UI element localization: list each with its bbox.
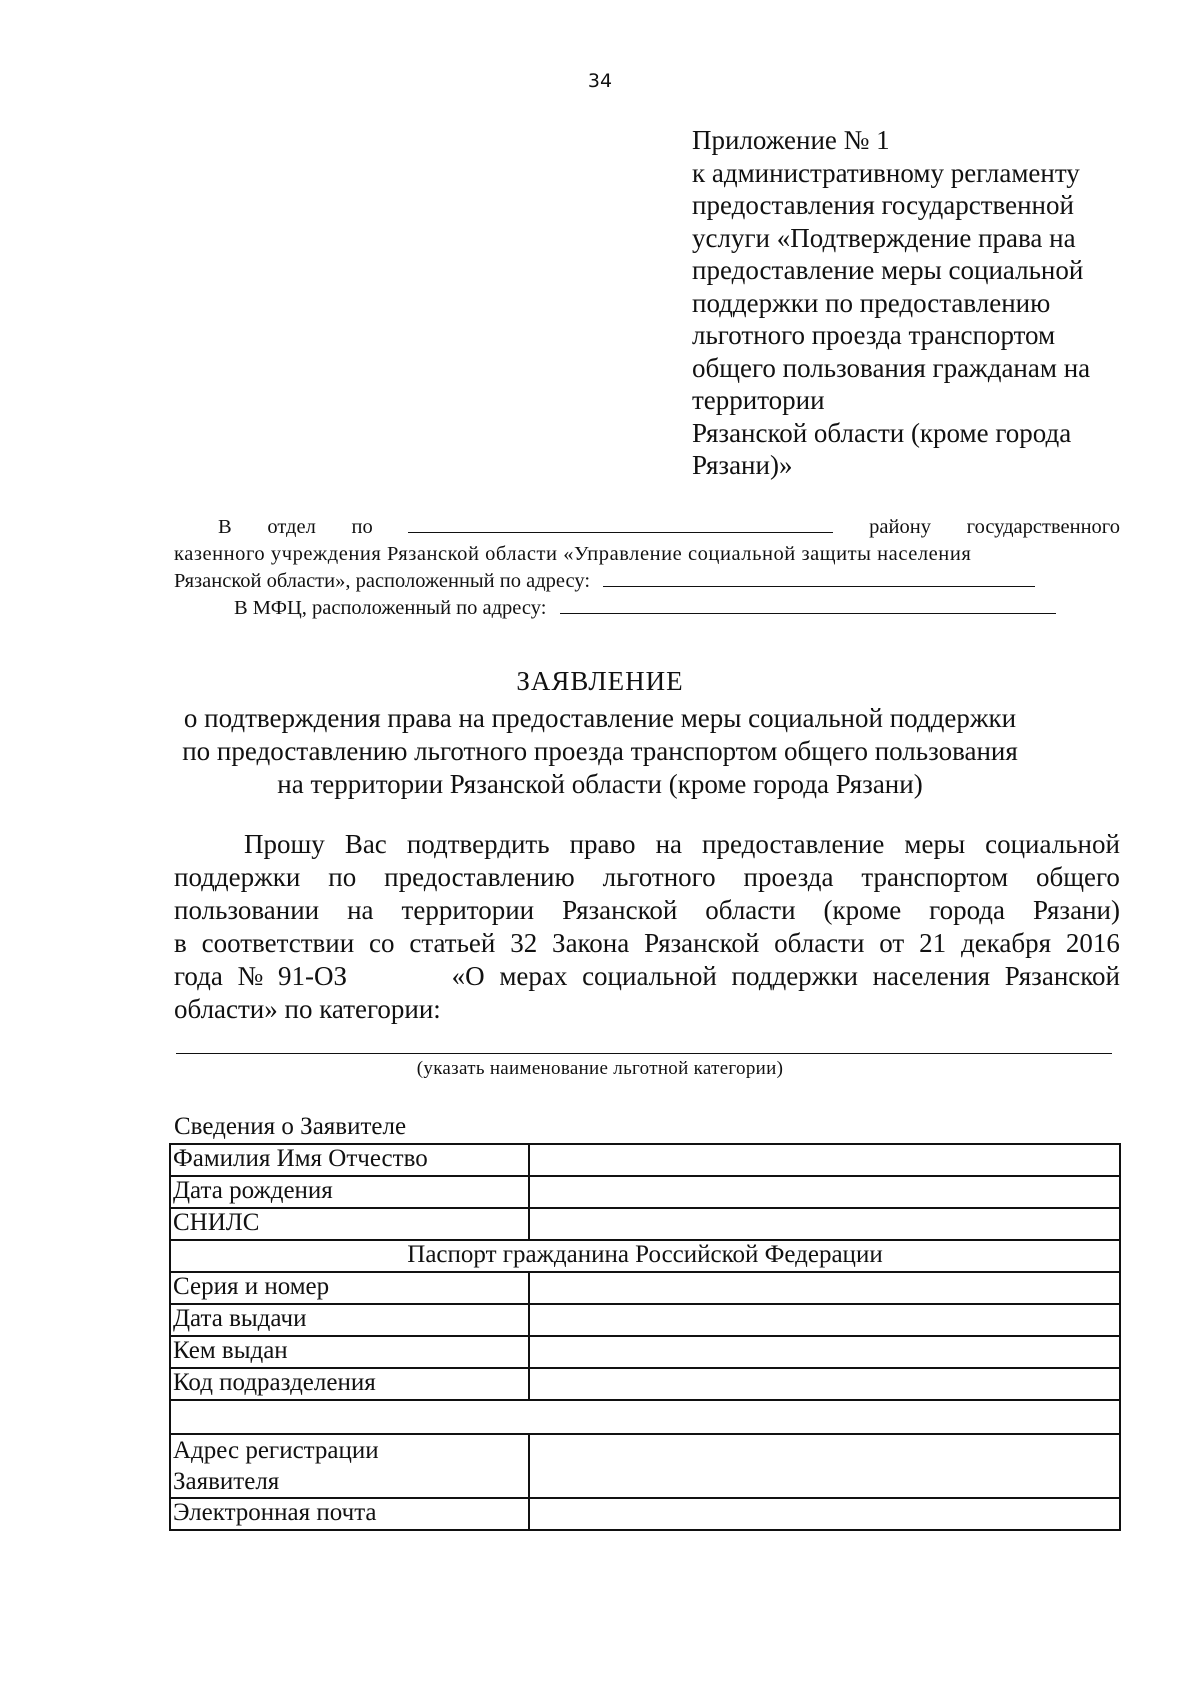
appendix-line: льготного проезда транспортом bbox=[692, 320, 1056, 350]
table-row bbox=[170, 1304, 1120, 1336]
address-line-institution: казенного учреждения Рязанской области «Управление социальной защиты населения bbox=[174, 543, 972, 565]
body-line: года № 91-ОЗ «О мерах социальной поддержки населения Рязанской bbox=[174, 961, 1120, 991]
applicant-section-title: Сведения о Заявителе bbox=[174, 1113, 407, 1140]
row-label-email: Электронная почта bbox=[170, 1498, 529, 1530]
row-label-snils: СНИЛС bbox=[170, 1208, 529, 1240]
appendix-header bbox=[692, 124, 1132, 482]
body-line: поддержки по предоставлению льготного проезда транспортом общего bbox=[174, 862, 1120, 892]
snils-field[interactable] bbox=[529, 1208, 1120, 1240]
row-label-issued-by: Кем выдан bbox=[170, 1336, 529, 1368]
issue-date-field[interactable] bbox=[529, 1304, 1120, 1336]
appendix-line: к административному регламенту bbox=[692, 157, 1080, 188]
statement-subtitle bbox=[0, 702, 1200, 801]
body-line: в соответствии со статьей 32 Закона Рязанской области от 21 декабря 2016 bbox=[174, 928, 1120, 958]
issued-by-field[interactable] bbox=[529, 1336, 1120, 1368]
row-label-full-name: Фамилия Имя Отчество bbox=[170, 1144, 529, 1176]
appendix-line: услуги «Подтверждение права на bbox=[692, 222, 1076, 253]
subtitle-line: по предоставлению льготного проезда транспортом общего пользования bbox=[182, 736, 1018, 766]
appendix-line: поддержки по предоставлению bbox=[692, 287, 1051, 318]
table-row bbox=[170, 1240, 1120, 1272]
table-row bbox=[170, 1144, 1120, 1176]
row-label-issue-date: Дата выдачи bbox=[170, 1304, 529, 1336]
body-line: пользовании на территории Рязанской области (кроме города Рязани) bbox=[174, 895, 1120, 925]
page-number: 34 bbox=[587, 70, 613, 92]
appendix-line: предоставление меры социальной bbox=[692, 255, 1084, 285]
birth-date-field[interactable] bbox=[529, 1176, 1120, 1208]
blank-row bbox=[170, 1400, 1120, 1434]
appendix-line: Приложение № 1 bbox=[692, 125, 890, 155]
appendix-line: Рязани)» bbox=[692, 450, 793, 480]
statement-body bbox=[174, 828, 1120, 1026]
table-row bbox=[170, 1434, 1120, 1498]
table-row bbox=[170, 1498, 1120, 1530]
row-label-registration-address: Адрес регистрации Заявителя bbox=[170, 1434, 529, 1498]
full-name-field[interactable] bbox=[529, 1144, 1120, 1176]
table-row bbox=[170, 1208, 1120, 1240]
appendix-line: Рязанской области (кроме города bbox=[692, 417, 1072, 448]
address-line-region: Рязанской области», расположенный по адресу: bbox=[174, 568, 1120, 595]
body-line: области» по категории: bbox=[174, 994, 441, 1024]
row-label-birth-date: Дата рождения bbox=[170, 1176, 529, 1208]
applicant-info-table bbox=[169, 1143, 1121, 1531]
row-label-division-code: Код подразделения bbox=[170, 1368, 529, 1400]
category-hint: (указать наименование льготной категории) bbox=[416, 1058, 784, 1079]
table-row bbox=[170, 1400, 1120, 1434]
mfc-address-blank-line[interactable] bbox=[560, 595, 1056, 614]
table-row bbox=[170, 1272, 1120, 1304]
statement-title: ЗАЯВЛЕНИЕ bbox=[516, 666, 684, 696]
district-blank-line[interactable] bbox=[408, 514, 833, 533]
table-row bbox=[170, 1176, 1120, 1208]
address-line-mfc: В МФЦ, расположенный по адресу: bbox=[234, 595, 1120, 622]
appendix-line: предоставления государственной bbox=[692, 190, 1074, 220]
row-label-series-number: Серия и номер bbox=[170, 1272, 529, 1304]
table-row bbox=[170, 1336, 1120, 1368]
address-line-department: В отдел по району государственного bbox=[218, 516, 1120, 538]
appendix-line: общего пользования гражданам на bbox=[692, 352, 1091, 383]
email-field[interactable] bbox=[529, 1498, 1120, 1530]
division-code-field[interactable] bbox=[529, 1368, 1120, 1400]
passport-section-header: Паспорт гражданина Российской Федерации bbox=[170, 1240, 1120, 1272]
body-line: Прошу Вас подтвердить право на предоставление меры социальной bbox=[244, 829, 1120, 859]
institution-address-blank-line[interactable] bbox=[603, 568, 1035, 587]
appendix-line: территории bbox=[692, 385, 825, 415]
table-row bbox=[170, 1368, 1120, 1400]
category-blank-line[interactable] bbox=[176, 1053, 1112, 1054]
series-number-field[interactable] bbox=[529, 1272, 1120, 1304]
subtitle-line: о подтверждения права на предоставление меры социальной поддержки bbox=[183, 703, 1017, 733]
registration-address-field[interactable] bbox=[529, 1434, 1120, 1498]
subtitle-line: на территории Рязанской области (кроме города Рязани) bbox=[277, 769, 923, 799]
